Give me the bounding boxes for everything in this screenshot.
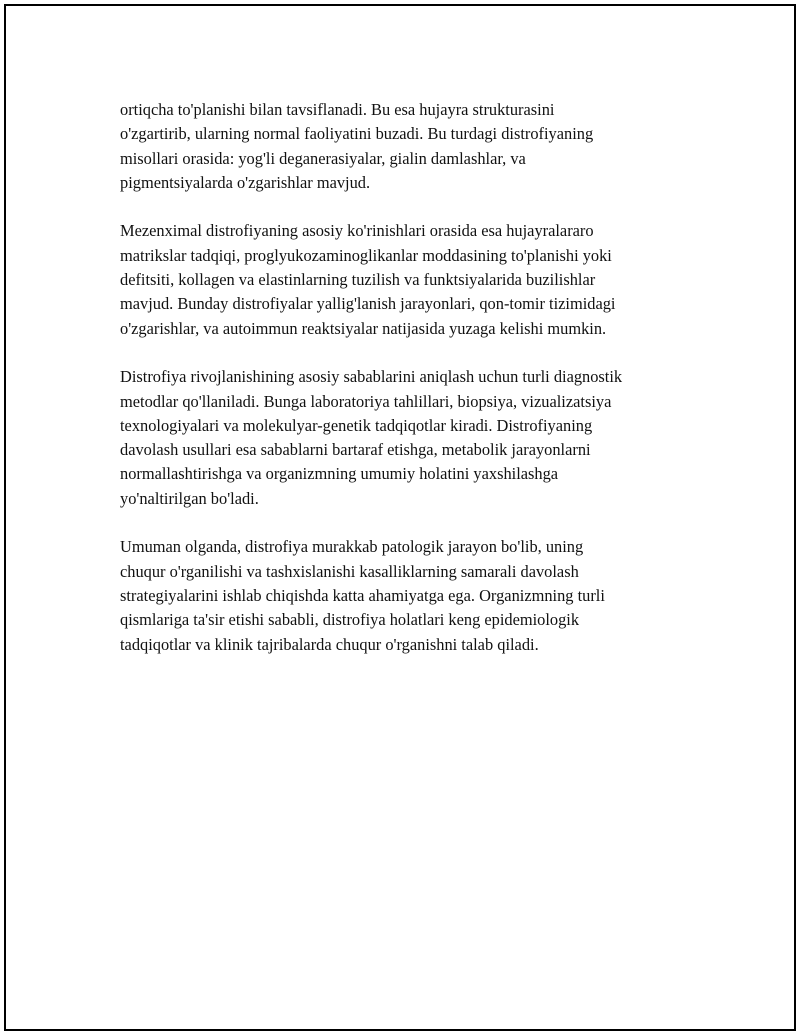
text-line: defitsiti, kollagen va elastinlarning tuzilish va funktsiyalarida buzilishlar [120,270,596,290]
paragraph-2 [120,219,700,340]
text-line: Mezenximal distrofiyaning asosiy ko'rinishlari orasida esa hujayralararo [120,221,594,241]
text-line: Umuman olganda, distrofiya murakkab patologik jarayon bo'lib, uning [120,537,584,557]
text-line: matrikslar tadqiqi, proglyukozaminoglikanlar moddasining to'planishi yoki [120,245,612,265]
text-line: mavjud. Bunday distrofiyalar yallig'lanish jarayonlari, qon-tomir tizimidagi [120,294,616,314]
text-line: ortiqcha to'planishi bilan tavsiflanadi. Bu esa hujayra strukturasini [120,100,555,119]
text-line: texnologiyalari va molekulyar-genetik tadqiqotlar kiradi. Distrofiyaning [120,415,593,435]
paragraph-1 [120,98,700,195]
text-line: yo'naltirilgan bo'ladi. [120,488,259,508]
text-line: o'zgartirib, ularning normal faoliyatini buzadi. Bu turdagi distrofiyaning [120,124,594,144]
text-line: Distrofiya rivojlanishining asosiy sabablarini aniqlash uchun turli diagnostik [120,367,623,387]
text-line: davolash usullari esa sabablarni bartaraf etishga, metabolik jarayonlarni [120,440,591,460]
text-line: metodlar qo'llaniladi. Bunga laboratoriya tahlillari, biopsiya, vizualizatsiya [120,391,612,411]
document-body [120,98,700,681]
text-line: misollari orasida: yog'li deganerasiyalar, gialin damlashlar, va [120,148,526,168]
paragraph-4 [120,535,700,656]
text-line: qismlariga ta'sir etishi sababli, distrofiya holatlari keng epidemiologik [120,610,580,630]
paragraph-3 [120,365,700,511]
text-line: pigmentsiyalarda o'zgarishlar mavjud. [120,172,371,192]
text-line: o'zgarishlar, va autoimmun reaktsiyalar natijasida yuzaga kelishi mumkin. [120,318,607,338]
text-line: chuqur o'rganilishi va tashxislanishi kasalliklarning samarali davolash [120,561,579,581]
text-line: strategiyalarini ishlab chiqishda katta ahamiyatga ega. Organizmning turli [120,585,605,605]
text-line: tadqiqotlar va klinik tajribalarda chuqur o'rganishni talab qiladi. [120,634,539,654]
text-line: normallashtirishga va organizmning umumiy holatini yaxshilashga [120,464,559,484]
page-border [4,4,796,1031]
